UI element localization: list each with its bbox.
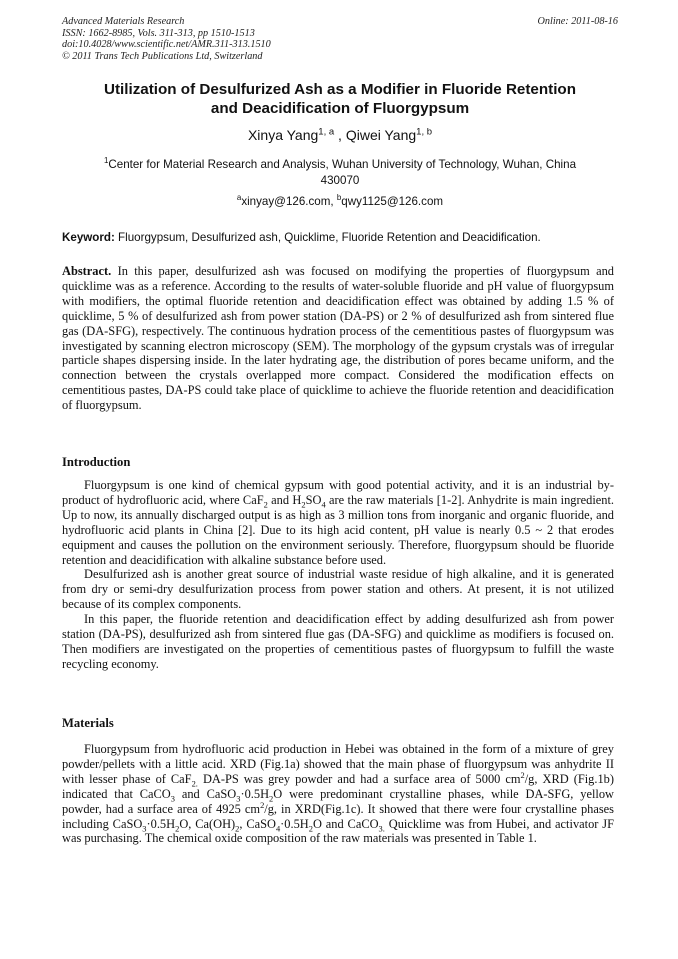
materials-body	[62, 742, 614, 846]
intro-p1-text-a: Fluorgypsum is one kind of chemical gypsum with good potential activity, and it is an industrial by-product of hydrofluoric acid, where CaF	[62, 478, 614, 507]
journal-header	[62, 16, 618, 62]
affiliation-line-1: Center for Material Research and Analysis, Wuhan University of Technology, Wuhan, China	[108, 158, 577, 171]
paper-title	[62, 80, 618, 118]
introduction-body	[62, 478, 614, 672]
email-a-sup: a	[236, 193, 242, 203]
intro-p1-sub-1: 2	[263, 499, 268, 510]
intro-p1-sub-3: 4	[321, 499, 326, 510]
mat-sub-5: 2	[269, 793, 274, 804]
intro-p1-text-b: and H	[267, 492, 302, 507]
mat-text-12: O and CaCO	[312, 816, 379, 831]
mat-text-4: and CaSO	[174, 786, 237, 801]
mat-text-1: Fluorgypsum from hydrofluoric acid production in Hebei was obtained in the form of a mixture of grey powder/pellets with a little acid. XRD (Fig.1a) showed that the main phase of fluorgypsum was anhydrite II with lesser phase of CaF	[62, 742, 614, 786]
title-line-1: Utilization of Desulfurized Ash as a Modifier in Fluoride Retention	[104, 81, 576, 98]
abstract	[62, 264, 614, 413]
author-2: Qiwei Yang	[345, 127, 417, 143]
mat-sup-2: 2	[520, 769, 525, 780]
copyright-line: © 2011 Trans Tech Publications Ltd, Switzerland	[62, 50, 263, 62]
intro-p1-sub-2: 2	[301, 499, 306, 510]
abstract-text: In this paper, desulfurized ash was focused on modifying the properties of fluorgypsum and quicklime was as a reference. According to the results of water-soluble fluoride and pH value of fluorgypsum with modifiers, the optimal fluoride retention and deacidification effect was obtained by adding 1.5 % of quicklime, 5 % of desulfurized ash from power station (DA-PS) or 2 % of desulfurized ash from sintered flue gas (DA-SFG), respectively. The continuous hydration process of the cementitious pastes of fluorgypsum was investigated by scanning electron microscopy (SEM). The morphology of the gypsum crystals was of irregular particle shapes dispersing inside. In the later hydrating age, the distribution of pores became uniform, and the connection between the crystals overlapped more compact. Considered the modification effects on cementitious pastes, DA-PS could take place of quicklime to achieve the fluoride retention and deacidification of fluorgypsum.	[62, 264, 614, 413]
mat-text-8: ·0.5H	[146, 816, 176, 831]
mat-text-2: DA-PS was grey powder and had a surface area of 5000 cm	[197, 771, 521, 786]
materials-heading: Materials	[62, 716, 114, 730]
mat-text-13: Quicklime was from Hubei, and activator JF was purchasing. The chemical oxide composition of the raw materials was presented in Table 1.	[62, 816, 614, 846]
keywords	[62, 230, 618, 245]
mat-sub-4: 3	[236, 793, 241, 804]
mat-sub-3: 3	[170, 793, 175, 804]
email-a[interactable]: xinyay@126.com,	[241, 195, 334, 208]
doi-line[interactable]: doi:10.4028/www.scientific.net/AMR.311-313.1510	[62, 39, 271, 50]
mat-sub-1: 2.	[191, 778, 198, 789]
affiliation-sup: 1	[103, 156, 109, 166]
author-1: Xinya Yang	[247, 127, 319, 143]
affiliation	[62, 157, 618, 188]
email-list	[62, 194, 618, 209]
intro-paragraph-2: Desulfurized ash is another great source of industrial waste residue of high alkaline, and it is generated from dry or semi-dry desulfurization process from power station and others. At present, it is not utilized because of its complex components.	[62, 567, 614, 612]
issn-line: ISSN: 1662-8985, Vols. 311-313, pp 1510-1513	[62, 27, 255, 39]
mat-text-10: , CaSO	[239, 816, 276, 831]
intro-paragraph-1	[62, 478, 614, 567]
mat-sub-10: 4	[275, 823, 281, 833]
introduction-heading: Introduction	[62, 455, 131, 469]
email-b[interactable]: qwy1125@126.com	[341, 195, 444, 208]
mat-sub-12: 3.	[378, 823, 385, 833]
mat-text-6: O were predominant crystalline phases, while DA-SFG, yellow powder, had a surface area of 4925 cm	[62, 786, 614, 816]
mat-text-5: ·0.5H	[240, 786, 270, 801]
online-date: Online: 2011-08-16	[537, 16, 618, 27]
author-list	[62, 126, 618, 144]
mat-text-11: ·0.5H	[280, 816, 309, 831]
mat-sub-9: 2	[235, 823, 240, 833]
journal-name: Advanced Materials Research	[62, 16, 185, 27]
mat-text-7: /g, in XRD(Fig.1c). It showed that there were four crystalline phases including CaSO	[62, 801, 614, 831]
mat-text-9: O, Ca(OH)	[179, 816, 236, 831]
author-separator: ,	[334, 127, 346, 143]
keywords-label: Keyword:	[62, 231, 115, 244]
mat-sub-8: 2	[175, 823, 180, 833]
intro-p1-text-c: SO	[305, 492, 322, 507]
mat-sub-11: 2	[308, 823, 313, 833]
intro-p1-text-d: are the raw materials [1-2]. Anhydrite is main ingredient. Up to now, its annually discharged output is as high as 3 million tons from inorganic and organic fluoride, and hydrofluoric acid plants in China [2]. Due to its high acid content, pH value is nearly 0.5 ~ 2 that erodes equipment and causes the pollution on the environment seriously. Therefore, fluorgypsum should be fluoride retention and deacidification with alkaline substance before used.	[62, 492, 614, 567]
mat-text-3: /g, XRD (Fig.1b) indicated that CaCO	[62, 771, 614, 801]
abstract-label: Abstract.	[62, 264, 112, 278]
mat-sup-6: 2	[260, 799, 265, 810]
affiliation-line-2: 430070	[320, 173, 360, 187]
materials-paragraph	[62, 742, 614, 846]
title-line-2: and Deacidification of Fluorgypsum	[210, 100, 470, 117]
keywords-text: Fluorgypsum, Desulfurized ash, Quicklime, Fluoride Retention and Deacidification.	[114, 231, 541, 244]
mat-sub-7: 3	[142, 823, 147, 833]
intro-paragraph-3: In this paper, the fluoride retention and deacidification effect by adding desulfurized ash from power station (DA-PS), desulfurized ash from sintered flue gas (DA-SFG) and quicklime as modifiers is focused on. Then modifiers are investigated on the properties of cementitious pastes of fluorgypsum to fulfill the waste recycling economy.	[62, 612, 614, 671]
author-1-affil-sup: 1, a	[318, 126, 335, 138]
email-b-sup: b	[336, 193, 342, 203]
author-2-affil-sup: 1, b	[416, 126, 433, 138]
